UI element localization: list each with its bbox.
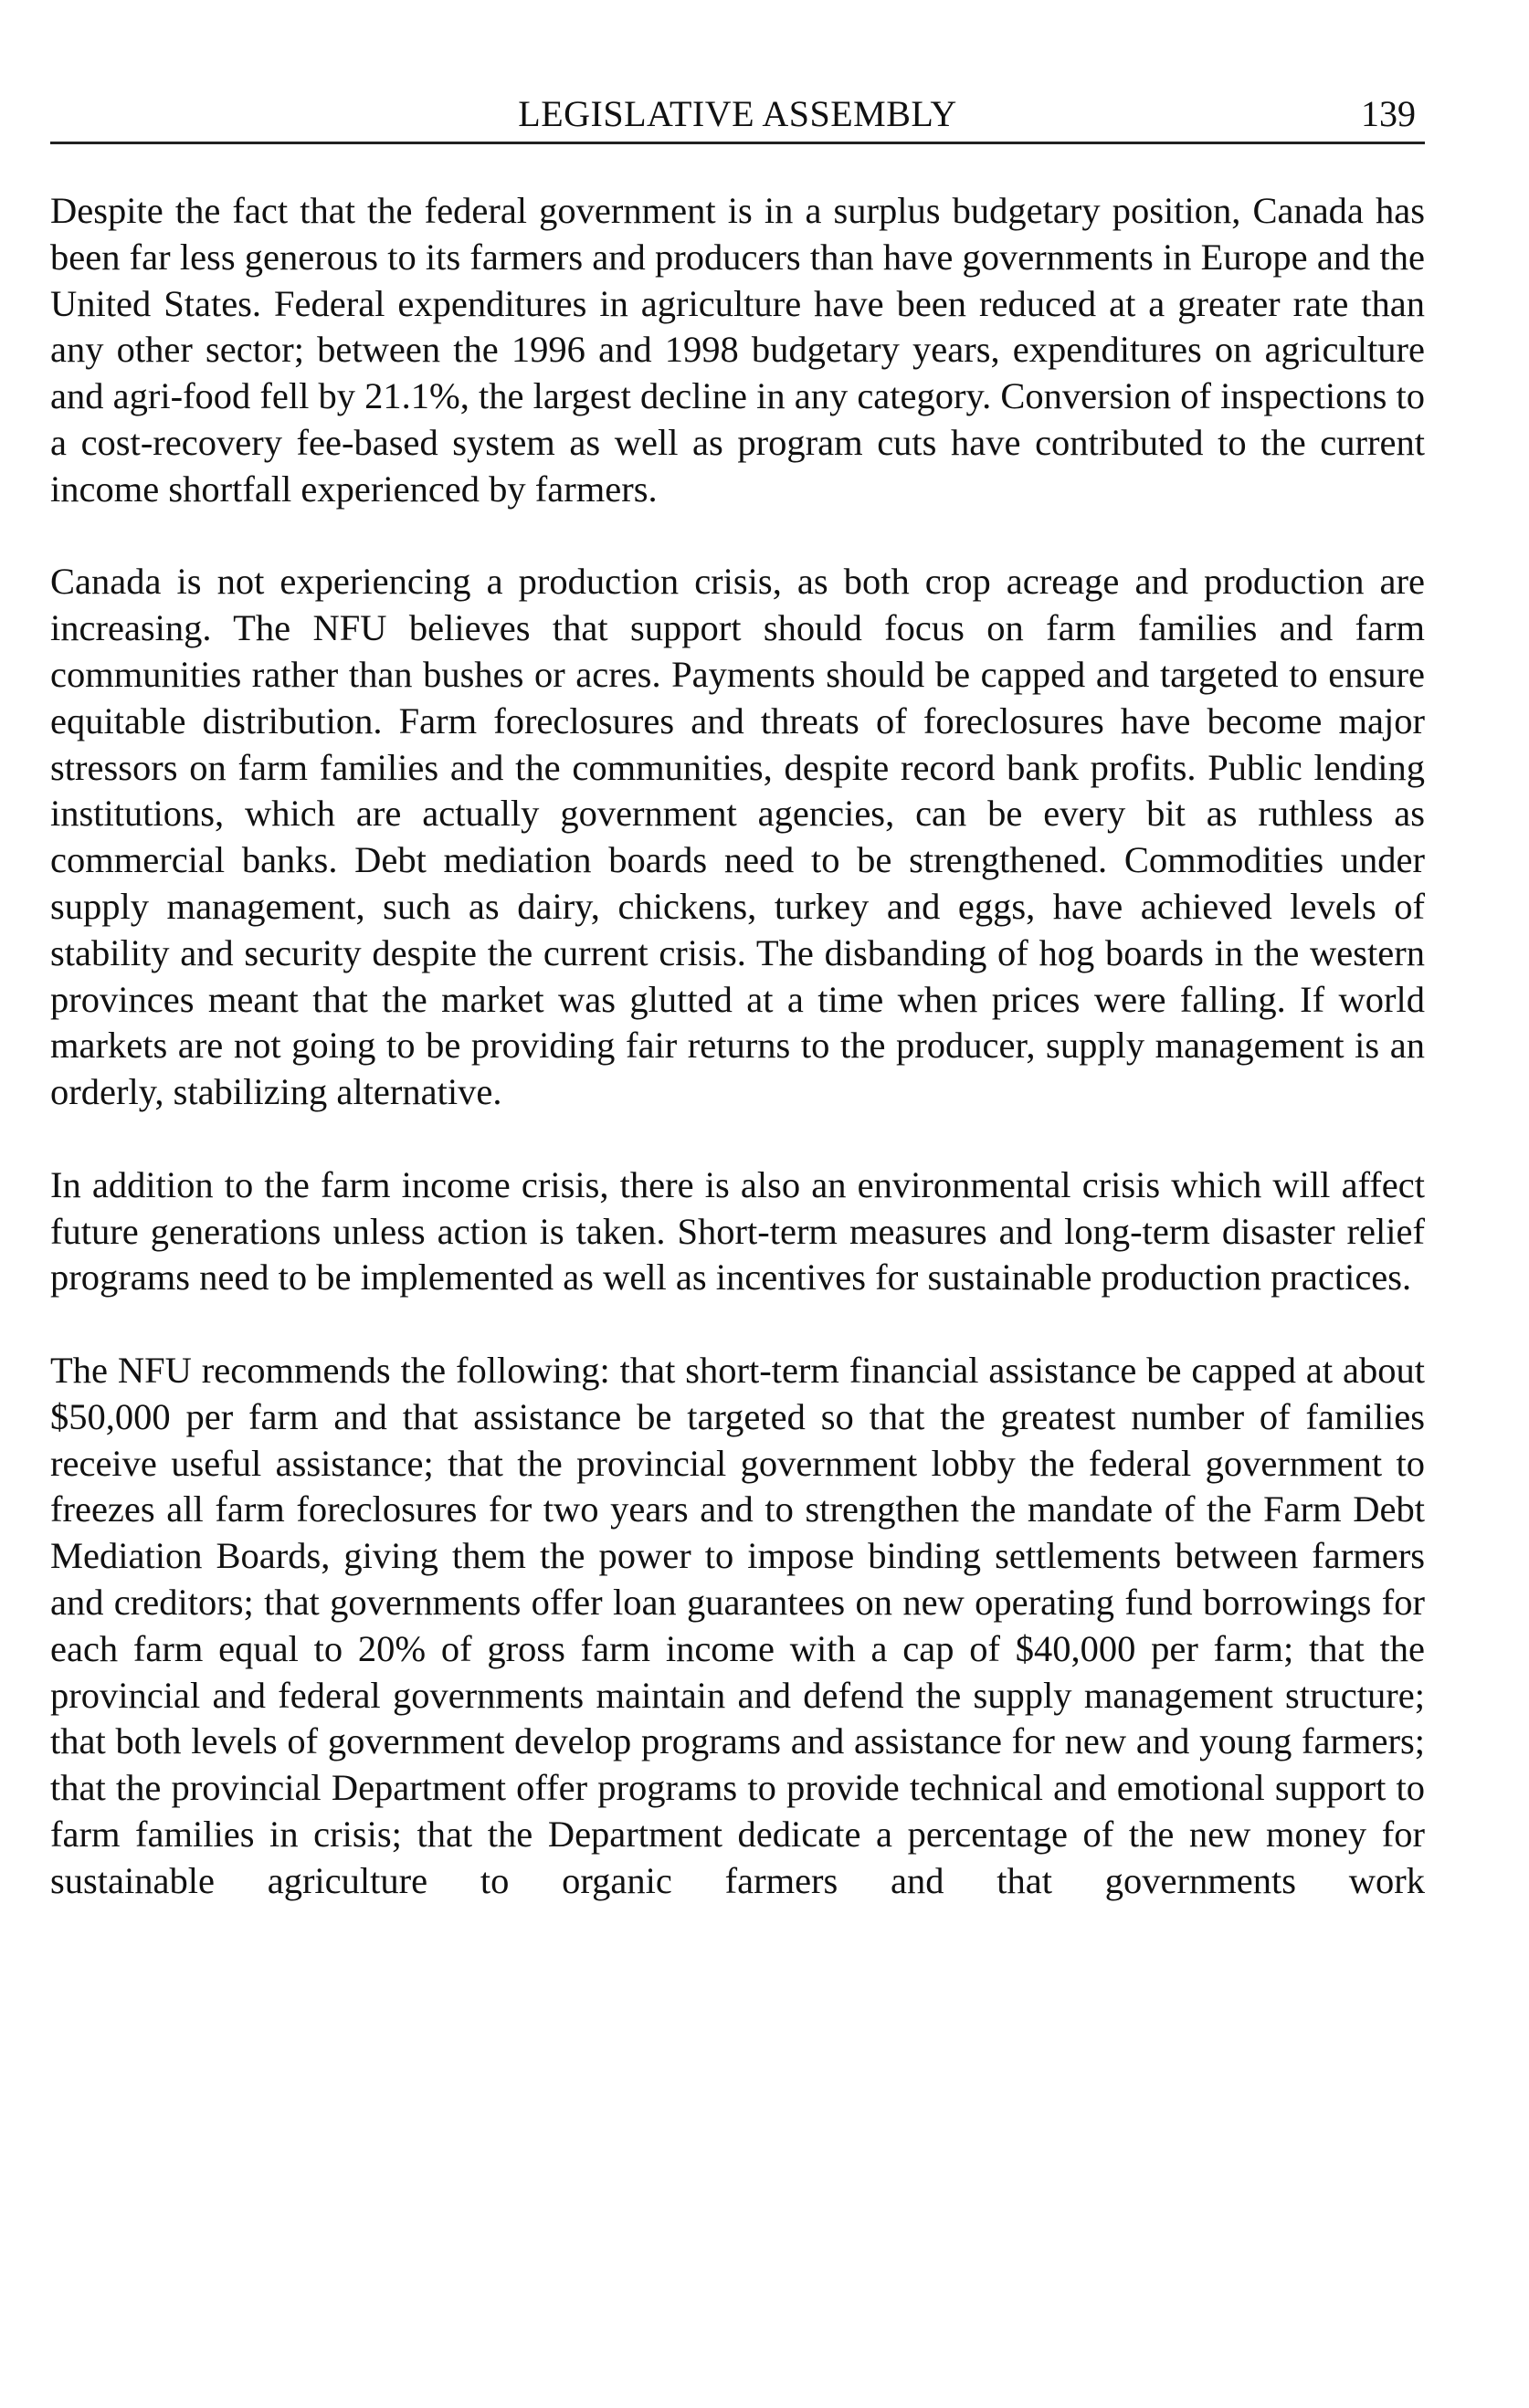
page-number: 139 bbox=[1361, 93, 1416, 134]
paragraph-federal-spending: Despite the fact that the federal government is in a surplus budgetary position, Canada has been far less generous to its farmers and producers than have governments in Europe and the United States. Federal expenditures in agriculture have been reduced at a greater rate than any other sector; between the 1996 and 1998 budgetary years, expenditures on agriculture and agri-food fell by 21.1%, the largest decline in any category. Conversion of inspections to a cost-recovery fee-based system as well as program cuts have contributed to the current income shortfall experienced by farmers. bbox=[50, 190, 1425, 510]
document-page bbox=[50, 87, 1425, 1951]
paragraph-nfu-recommendations: The NFU recommends the following: that short-term financial assistance be capped at about $50,000 per farm and that assistance be targeted so that the greatest number of families receive useful assistance; that the provincial government lobby the federal government to freezes all farm foreclosures for two years and to strengthen the mandate of the Farm Debt Mediation Boards, giving them the power to impose binding settlements between farmers and creditors; that governments offer loan guarantees on new operating fund borrowings for each farm equal to 20% of gross farm income with a cap of $40,000 per farm; that the provincial and federal governments maintain and defend the supply management structure; that both levels of government develop programs and assistance for new and young farmers; that the provincial Department offer programs to provide technical and emotional support to farm families in crisis; that the Department dedicate a percentage of the new money for sustainable agriculture to organic farmers and that governments work bbox=[50, 1349, 1425, 1901]
page-title: LEGISLATIVE ASSEMBLY bbox=[518, 93, 957, 134]
paragraph-production-crisis: Canada is not experiencing a production crisis, as both crop acreage and production are increasing. The NFU believes that support should focus on farm families and farm communities rather than bushes or acres. Payments should be capped and targeted to ensure equitable distribution. Farm foreclosures and threats of foreclosures have become major stressors on farm families and the communities, despite record bank profits. Public lending institutions, which are actually government agencies, can be every bit as ruthless as commercial banks. Debt mediation boards need to be strengthened. Commodities under supply management, such as dairy, chickens, turkey and eggs, have achieved levels of stability and security despite the current crisis. The disbanding of hog boards in the western provinces meant that the market was glutted at a time when prices were falling. If world markets are not going to be providing fair returns to the producer, supply management is an orderly, stabilizing alternative. bbox=[50, 561, 1425, 1113]
paragraph-environmental-crisis: In addition to the farm income crisis, there is also an environmental crisis which will affect future generations unless action is taken. Short-term measures and long-term disaster relief programs need to be implemented as well as incentives for sustainable production practices. bbox=[50, 1163, 1425, 1299]
running-header bbox=[50, 87, 1425, 144]
body-text bbox=[50, 188, 1425, 1904]
